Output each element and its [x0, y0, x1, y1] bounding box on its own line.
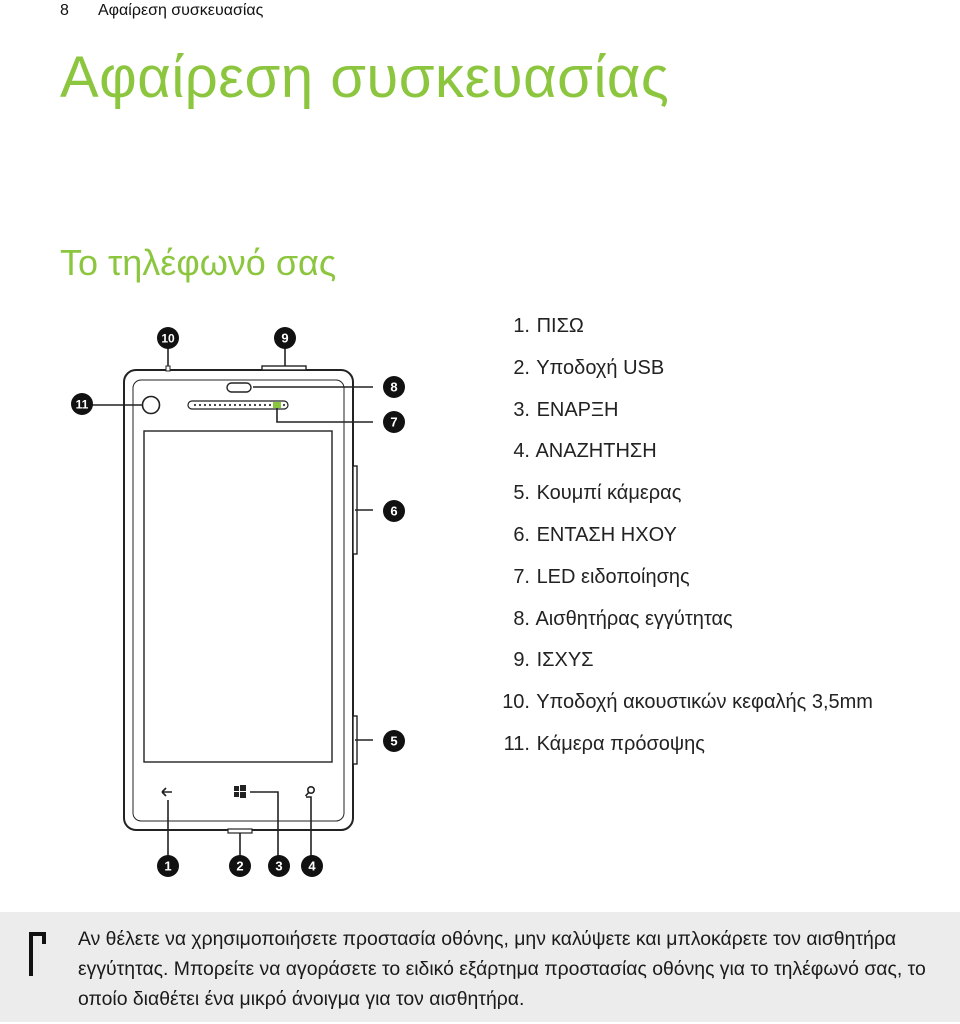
legend-item: 9. ΙΣΧΥΣ — [513, 649, 594, 672]
callout-11 — [71, 393, 93, 415]
legend-item: 2. Υποδοχή USB — [513, 356, 665, 379]
back-icon — [162, 788, 172, 796]
legend-item: 5. Κουμπί κάμερας — [513, 482, 682, 505]
note-flag-icon — [20, 922, 52, 982]
legend-item: 4. ΑΝΑΖΗΤΗΣΗ — [513, 440, 657, 463]
page-header — [60, 2, 263, 20]
legend-item: 7. LED ειδοποίησης — [513, 565, 690, 588]
legend-item: 3. ΕΝΑΡΞΗ — [513, 398, 619, 421]
usb-port — [228, 829, 252, 833]
front-camera — [143, 397, 160, 414]
legend-item: 6. ΕΝΤΑΣΗ ΗΧΟΥ — [513, 523, 677, 546]
svg-text:6: 6 — [390, 503, 398, 519]
callout-3 — [268, 855, 290, 877]
legend-item: 1. ΠΙΣΩ — [513, 315, 584, 337]
callout-7 — [383, 411, 405, 433]
svg-text:7: 7 — [390, 414, 398, 430]
speaker-dots — [194, 404, 285, 406]
note-text: Αν θέλετε να χρησιμοποιήσετε προστασία οθόνης, μην καλύψετε και μπλοκάρετε τον αισθητήρα εγγύτητας. Μπορείτε να αγοράσετε το ειδικό εξάρτημα προστασίας οθόνης για το τηλέφωνό σας, το οποίο διαθέτει ένα μικρό άνοιγμα για τον αισθητήρα. — [78, 928, 926, 1010]
page-number: 8 — [60, 2, 69, 19]
note-box — [0, 912, 960, 1022]
legend-item: 8. Αισθητήρας εγγύτητας — [513, 607, 733, 630]
svg-text:1: 1 — [164, 858, 172, 874]
running-title: Αφαίρεση συσκευασίας — [98, 2, 264, 19]
callout-5 — [383, 730, 405, 752]
callout-8 — [383, 376, 405, 398]
headphone-jack — [166, 366, 170, 371]
phone-body-inner — [133, 380, 344, 821]
notification-led — [273, 402, 281, 408]
callout-9 — [274, 327, 296, 349]
svg-text:4: 4 — [308, 858, 316, 874]
search-icon — [306, 787, 315, 796]
svg-text:9: 9 — [281, 330, 289, 346]
callout-2 — [229, 855, 251, 877]
callout-1 — [157, 855, 179, 877]
phone-diagram — [0, 300, 480, 900]
legend-item: 10. Υποδοχή ακουστικών κεφαλής 3,5mm — [502, 691, 873, 714]
phone-body — [124, 370, 353, 830]
svg-text:10: 10 — [161, 331, 175, 346]
svg-text:11: 11 — [75, 397, 89, 412]
phone-screen — [144, 431, 332, 762]
svg-text:8: 8 — [390, 379, 398, 395]
proximity-sensor — [227, 383, 251, 392]
legend-item: 11. Κάμερα πρόσοψης — [503, 732, 705, 755]
page-title: Αφαίρεση συσκευασίας — [60, 45, 670, 110]
svg-text:3: 3 — [275, 858, 283, 874]
svg-text:5: 5 — [390, 733, 398, 749]
parts-legend — [480, 312, 873, 772]
windows-start-icon — [234, 785, 246, 798]
callout-4 — [301, 855, 323, 877]
callout-10 — [157, 327, 179, 349]
callout-6 — [383, 500, 405, 522]
section-title: Το τηλέφωνό σας — [60, 242, 337, 283]
power-button — [262, 366, 306, 370]
svg-text:2: 2 — [236, 858, 244, 874]
